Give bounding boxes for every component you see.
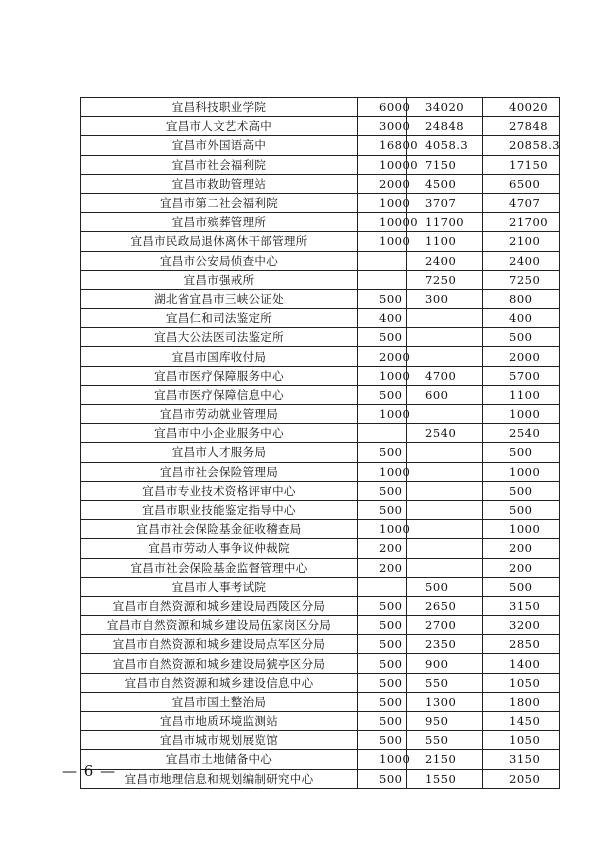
unit-name-cell: 宜昌市自然资源和城乡建设信息中心 [81,673,358,692]
amount-total-cell: 1050 [483,673,560,692]
unit-name-cell: 宜昌市土地储备中心 [81,750,358,769]
amount-a-cell: 1000 [358,462,407,481]
amount-b-cell [407,309,483,328]
unit-name-cell: 宜昌市外国语高中 [81,136,358,155]
amount-b-cell: 2400 [407,251,483,270]
amount-b-cell: 2700 [407,616,483,635]
amount-b-cell: 34020 [407,98,483,117]
amount-a-cell: 200 [358,539,407,558]
table-row [81,405,560,424]
table-row [81,558,560,577]
table-row [81,635,560,654]
amount-a-cell: 500 [358,596,407,615]
amount-total-cell: 1800 [483,692,560,711]
table-row [81,136,560,155]
table-row [81,193,560,212]
amount-total-cell: 500 [483,328,560,347]
table-row [81,98,560,117]
amount-total-cell: 4707 [483,193,560,212]
amount-a-cell: 6000 [358,98,407,117]
unit-name-cell: 宜昌市公安局侦查中心 [81,251,358,270]
unit-name-cell: 宜昌市人文艺术高中 [81,117,358,136]
amount-a-cell: 2000 [358,174,407,193]
amount-b-cell [407,558,483,577]
amount-total-cell: 2100 [483,232,560,251]
amount-a-cell [358,424,407,443]
amount-total-cell: 3150 [483,750,560,769]
unit-name-cell: 宜昌市劳动人事争议仲裁院 [81,539,358,558]
amount-b-cell [407,539,483,558]
amount-b-cell: 2150 [407,750,483,769]
table-row [81,616,560,635]
page-number: — 6 — [62,762,117,780]
unit-name-cell: 宜昌市医疗保障服务中心 [81,366,358,385]
table-row [81,309,560,328]
amount-total-cell: 7250 [483,270,560,289]
amount-total-cell: 2050 [483,769,560,788]
unit-name-cell: 宜昌市第二社会福利院 [81,193,358,212]
amount-b-cell [407,520,483,539]
funding-table-body [81,98,560,789]
amount-a-cell: 2000 [358,347,407,366]
funding-table [80,97,560,789]
table-row [81,577,560,596]
unit-name-cell: 宜昌市专业技术资格评审中心 [81,481,358,500]
unit-name-cell: 宜昌仁和司法鉴定所 [81,309,358,328]
amount-a-cell: 1000 [358,232,407,251]
amount-b-cell: 2650 [407,596,483,615]
amount-a-cell [358,577,407,596]
table-row [81,366,560,385]
amount-b-cell: 600 [407,385,483,404]
unit-name-cell: 宜昌市救助管理站 [81,174,358,193]
amount-b-cell: 4700 [407,366,483,385]
unit-name-cell: 宜昌市自然资源和城乡建设局伍家岗区分局 [81,616,358,635]
amount-a-cell: 1000 [358,750,407,769]
amount-total-cell: 1050 [483,731,560,750]
amount-total-cell: 2850 [483,635,560,654]
amount-a-cell: 3000 [358,117,407,136]
amount-b-cell [407,328,483,347]
amount-a-cell: 500 [358,616,407,635]
amount-total-cell: 6500 [483,174,560,193]
amount-b-cell [407,500,483,519]
amount-total-cell: 3150 [483,596,560,615]
amount-a-cell: 500 [358,654,407,673]
table-row [81,750,560,769]
table-row [81,347,560,366]
amount-a-cell: 500 [358,385,407,404]
table-row [81,213,560,232]
amount-total-cell: 2400 [483,251,560,270]
amount-a-cell: 500 [358,500,407,519]
amount-a-cell: 500 [358,328,407,347]
table-row [81,270,560,289]
amount-b-cell: 1100 [407,232,483,251]
table-row [81,692,560,711]
amount-total-cell: 1000 [483,405,560,424]
amount-total-cell: 400 [483,309,560,328]
amount-total-cell: 5700 [483,366,560,385]
amount-total-cell: 27848 [483,117,560,136]
amount-total-cell: 500 [483,577,560,596]
amount-total-cell: 2540 [483,424,560,443]
amount-total-cell: 1000 [483,520,560,539]
table-row [81,596,560,615]
unit-name-cell: 宜昌市地理信息和规划编制研究中心 [81,769,358,788]
amount-b-cell: 300 [407,289,483,308]
amount-total-cell: 20858.3 [483,136,560,155]
unit-name-cell: 宜昌市社会保险基金监督管理中心 [81,558,358,577]
amount-b-cell: 11700 [407,213,483,232]
unit-name-cell: 宜昌科技职业学院 [81,98,358,117]
amount-b-cell [407,347,483,366]
table-row [81,251,560,270]
amount-total-cell: 1100 [483,385,560,404]
table-row [81,174,560,193]
amount-a-cell: 500 [358,443,407,462]
amount-a-cell: 500 [358,731,407,750]
amount-a-cell: 1000 [358,193,407,212]
amount-a-cell: 1000 [358,366,407,385]
amount-b-cell: 2540 [407,424,483,443]
amount-a-cell [358,270,407,289]
unit-name-cell: 宜昌市劳动就业管理局 [81,405,358,424]
table-row [81,769,560,788]
unit-name-cell: 宜昌市自然资源和城乡建设局猇亭区分局 [81,654,358,673]
unit-name-cell: 宜昌市国土整治局 [81,692,358,711]
table-row [81,520,560,539]
unit-name-cell: 宜昌市社会福利院 [81,155,358,174]
table-row [81,462,560,481]
amount-a-cell [358,251,407,270]
unit-name-cell: 宜昌大公法医司法鉴定所 [81,328,358,347]
amount-a-cell: 500 [358,712,407,731]
amount-b-cell: 550 [407,673,483,692]
table-row [81,385,560,404]
amount-b-cell: 7250 [407,270,483,289]
amount-b-cell: 1550 [407,769,483,788]
amount-a-cell: 10000 [358,155,407,174]
unit-name-cell: 宜昌市自然资源和城乡建设局点军区分局 [81,635,358,654]
table-row [81,654,560,673]
table-row [81,481,560,500]
amount-total-cell: 500 [483,500,560,519]
amount-b-cell: 7150 [407,155,483,174]
amount-b-cell: 3707 [407,193,483,212]
unit-name-cell: 宜昌市地质环境监测站 [81,712,358,731]
amount-b-cell [407,481,483,500]
amount-total-cell: 1400 [483,654,560,673]
amount-a-cell: 500 [358,769,407,788]
amount-b-cell: 4500 [407,174,483,193]
unit-name-cell: 宜昌市民政局退休离休干部管理所 [81,232,358,251]
unit-name-cell: 宜昌市社会保险管理局 [81,462,358,481]
amount-b-cell: 24848 [407,117,483,136]
amount-b-cell [407,405,483,424]
unit-name-cell: 宜昌市人事考试院 [81,577,358,596]
table-row [81,500,560,519]
amount-a-cell: 500 [358,481,407,500]
amount-b-cell [407,462,483,481]
amount-b-cell: 550 [407,731,483,750]
table-row [81,328,560,347]
amount-a-cell: 500 [358,692,407,711]
table-row [81,289,560,308]
amount-total-cell: 17150 [483,155,560,174]
table-row [81,117,560,136]
amount-b-cell: 2350 [407,635,483,654]
amount-total-cell: 40020 [483,98,560,117]
amount-total-cell: 200 [483,558,560,577]
amount-b-cell: 900 [407,654,483,673]
table-row [81,731,560,750]
unit-name-cell: 宜昌市人才服务局 [81,443,358,462]
amount-total-cell: 1450 [483,712,560,731]
table-row [81,673,560,692]
unit-name-cell: 宜昌市城市规划展览馆 [81,731,358,750]
table-row [81,155,560,174]
unit-name-cell: 宜昌市职业技能鉴定指导中心 [81,500,358,519]
amount-total-cell: 800 [483,289,560,308]
amount-a-cell: 200 [358,558,407,577]
table-row [81,443,560,462]
amount-a-cell: 500 [358,635,407,654]
amount-a-cell: 1000 [358,520,407,539]
amount-a-cell: 500 [358,673,407,692]
unit-name-cell: 宜昌市殡葬管理所 [81,213,358,232]
amount-a-cell: 10000 [358,213,407,232]
unit-name-cell: 宜昌市社会保险基金征收稽查局 [81,520,358,539]
amount-a-cell: 400 [358,309,407,328]
unit-name-cell: 宜昌市中小企业服务中心 [81,424,358,443]
amount-total-cell: 21700 [483,213,560,232]
amount-b-cell: 500 [407,577,483,596]
unit-name-cell: 宜昌市医疗保障信息中心 [81,385,358,404]
amount-a-cell: 16800 [358,136,407,155]
amount-total-cell: 1000 [483,462,560,481]
unit-name-cell: 宜昌市自然资源和城乡建设局西陵区分局 [81,596,358,615]
table-row [81,424,560,443]
unit-name-cell: 湖北省宜昌市三峡公证处 [81,289,358,308]
amount-total-cell: 2000 [483,347,560,366]
amount-b-cell: 950 [407,712,483,731]
amount-b-cell [407,443,483,462]
amount-total-cell: 500 [483,481,560,500]
table-row [81,539,560,558]
table-row [81,712,560,731]
amount-a-cell: 1000 [358,405,407,424]
table-row [81,232,560,251]
amount-b-cell: 1300 [407,692,483,711]
amount-total-cell: 500 [483,443,560,462]
amount-b-cell: 4058.3 [407,136,483,155]
amount-a-cell: 500 [358,289,407,308]
unit-name-cell: 宜昌市强戒所 [81,270,358,289]
amount-total-cell: 3200 [483,616,560,635]
unit-name-cell: 宜昌市国库收付局 [81,347,358,366]
amount-total-cell: 200 [483,539,560,558]
